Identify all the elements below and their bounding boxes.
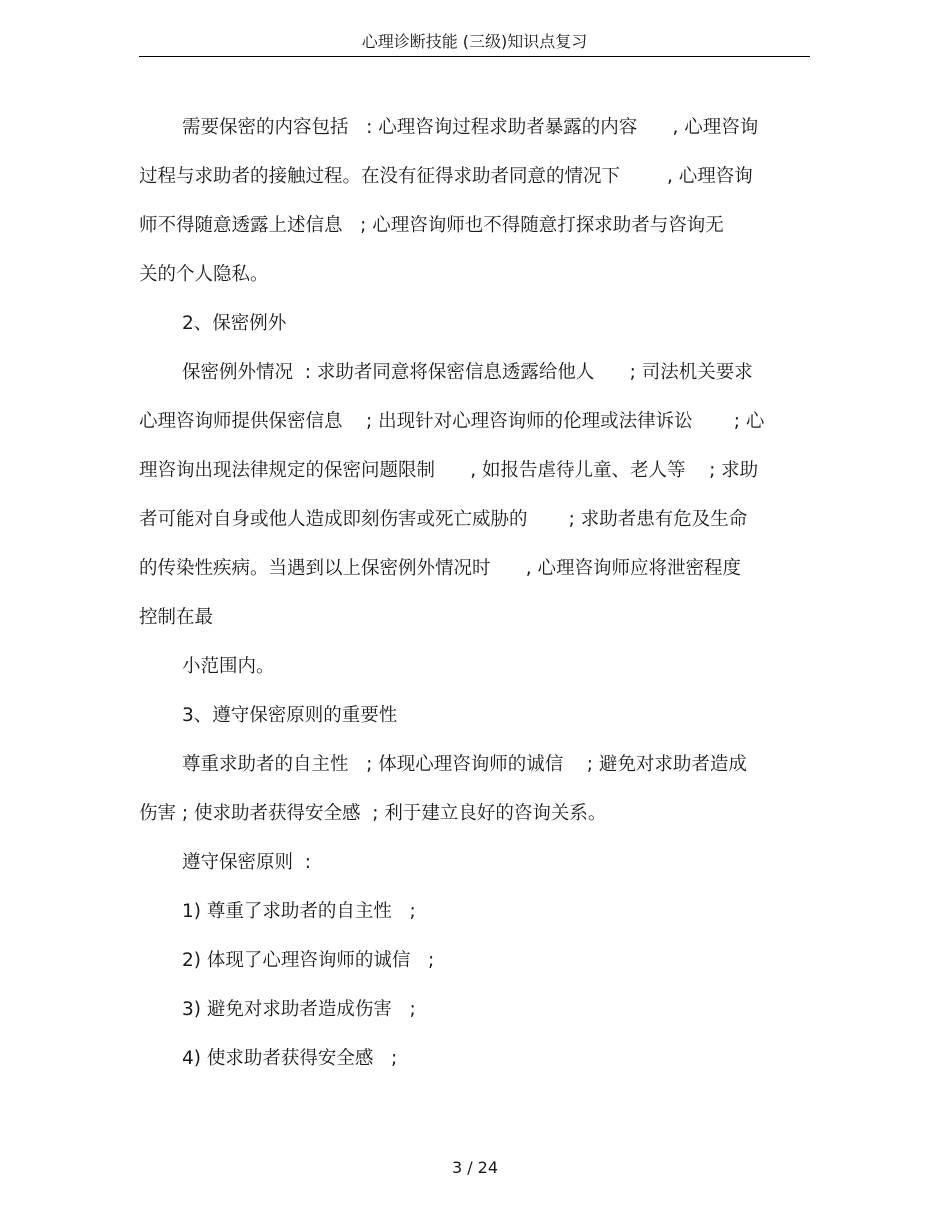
body-line: 关的个人隐私。: [139, 264, 269, 285]
body-line: 遵守保密原则 :: [182, 852, 311, 873]
header-divider: [139, 56, 810, 57]
page-header: 心理诊断技能 (三级)知识点复习: [361, 32, 588, 51]
body-line: 心理咨询师提供保密信息 ; 出现针对心理咨询师的伦理或法律诉讼 ; 心: [139, 411, 765, 432]
body-line: 理咨询出现法律规定的保密问题限制 , 如报告虐待儿童、老人等 ; 求助: [139, 460, 759, 481]
page-number: 3 / 24: [451, 1158, 499, 1177]
section-heading: 3、遵守保密原则的重要性: [182, 705, 398, 726]
document-body: [139, 103, 810, 1083]
list-item: 3) 避免对求助者造成伤害 ;: [182, 999, 416, 1020]
body-line: 小范围内。: [182, 656, 275, 677]
body-line: 伤害 ; 使求助者获得安全感 ; 利于建立良好的咨询关系。: [139, 803, 607, 824]
body-line: 者可能对自身或他人造成即刻伤害或死亡威胁的 ; 求助者患有危及生命: [139, 509, 748, 530]
body-line: 尊重求助者的自主性 ; 体现心理咨询师的诚信 ; 避免对求助者造成: [182, 754, 747, 775]
body-line: 的传染性疾病。当遇到以上保密例外情况时 , 心理咨询师应将泄密程度: [139, 558, 742, 579]
body-line: 需要保密的内容包括 : 心理咨询过程求助者暴露的内容 , 心理咨询: [182, 117, 759, 138]
body-line: 控制在最: [139, 607, 214, 628]
list-item: 4) 使求助者获得安全感 ;: [182, 1048, 398, 1069]
body-line: 保密例外情况 : 求助者同意将保密信息透露给他人 ; 司法机关要求: [182, 362, 753, 383]
list-item: 2) 体现了心理咨询师的诚信 ;: [182, 950, 435, 971]
body-line: 师不得随意透露上述信息 ; 心理咨询师也不得随意打探求助者与咨询无: [139, 215, 724, 236]
body-line: 过程与求助者的接触过程。在没有征得求助者同意的情况下 , 心理咨询: [139, 166, 753, 187]
list-item: 1) 尊重了求助者的自主性 ;: [182, 901, 416, 922]
section-heading: 2、保密例外: [182, 313, 287, 334]
